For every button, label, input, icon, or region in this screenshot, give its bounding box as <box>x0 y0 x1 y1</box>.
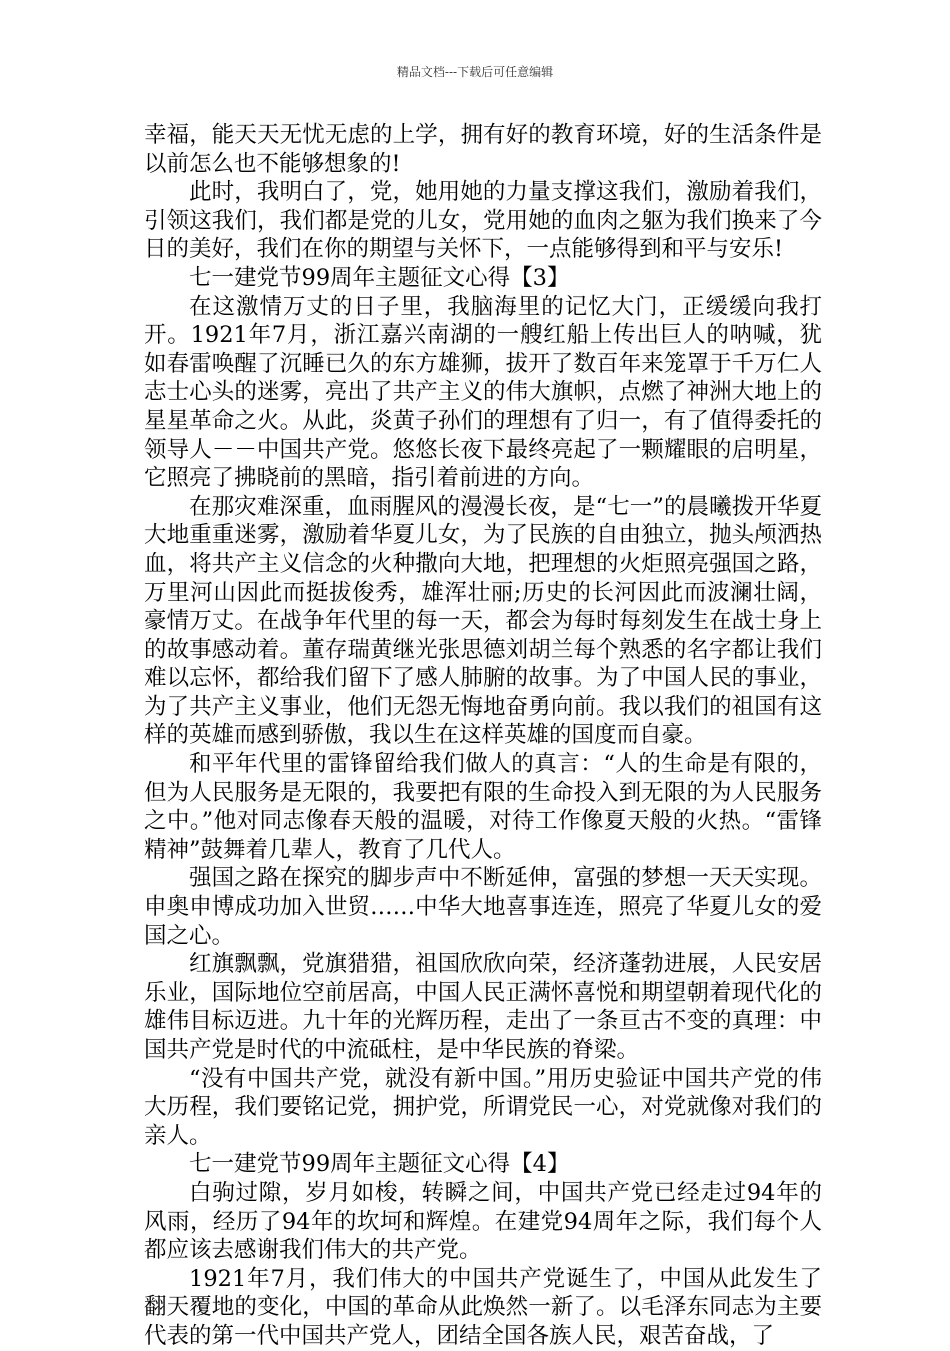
section-heading-4: 七一建党节99周年主题征文心得【4】 <box>189 1151 570 1178</box>
paragraph-8: “没有中国共产党，就没有新中国。”用历史验证中国共产党的伟大历程，我们要铭记党，拥护党，所谓党民一心，对党就像对我们的亲人。 <box>144 1065 822 1149</box>
paragraph-7: 红旗飘飘，党旗猎猎，祖国欣欣向荣，经济蓬勃进展，人民安居乐业，国际地位空前居高，中国人民正满怀喜悦和期望朝着现代化的雄伟目标迈进。九十年的光辉历程，走出了一条亘古不变的真理：中国共产党是时代的中流砥柱，是中华民族的脊梁。 <box>144 951 822 1063</box>
section-heading-3: 七一建党节99周年主题征文心得【3】 <box>189 264 570 291</box>
paragraph-10: 1921年7月，我们伟大的中国共产党诞生了，中国从此发生了翻天覆地的变化，中国的革命从此焕然一新了。以毛泽东同志为主要代表的第一代中国共产党人，团结全国各族人民，艰苦奋战，了 <box>144 1265 822 1349</box>
paragraph-5: 和平年代里的雷锋留给我们做人的真言：“人的生命是有限的，但为人民服务是无限的，我要把有限的生命投入到无限的为人民服务之中。”他对同志像春天般的温暖，对待工作像夏天般的火热。“雷锋精神”鼓舞着几辈人，教育了几代人。 <box>144 751 822 863</box>
paragraph-2: 此时，我明白了，党，她用她的力量支撑这我们，激励着我们，引领这我们，我们都是党的儿女，党用她的血肉之躯为我们换来了今日的美好，我们在你的期望与关怀下，一点能够得到和平与安乐! <box>144 179 822 263</box>
document-body <box>144 121 822 1351</box>
paragraph-6: 强国之路在探究的脚步声中不断延伸，富强的梦想一天天实现。申奥申博成功加入世贸……中华大地喜事连连，照亮了华夏儿女的爱国之心。 <box>144 865 822 949</box>
paragraph-1: 幸福，能天天无忧无虑的上学，拥有好的教育环境，好的生活条件是以前怎么也不能够想象的! <box>144 122 822 177</box>
page-header: 精品文档---下载后可任意编辑 <box>396 65 554 79</box>
paragraph-3: 在这激情万丈的日子里，我脑海里的记忆大门，正缓缓向我打开。1921年7月，浙江嘉兴南湖的一艘红船上传出巨人的呐喊，犹如春雷唤醒了沉睡已久的东方雄狮，拔开了数百年来笼罩于千万仁人志士心头的迷雾，亮出了共产主义的伟大旗帜，点燃了神洲大地上的星星革命之火。从此，炎黄子孙们的理想有了归一，有了值得委托的领导人－－中国共产党。悠悠长夜下最终亮起了一颗耀眼的启明星，它照亮了拂晓前的黑暗，指引着前进的方向。 <box>144 293 822 492</box>
paragraph-4: 在那灾难深重，血雨腥风的漫漫长夜，是“七一”的晨曦拨开华夏大地重重迷雾，激励着华夏儿女，为了民族的自由独立，抛头颅洒热血，将共产主义信念的火种撒向大地，把理想的火炬照亮强国之路，万里河山因此而挺拔俊秀，雄浑壮丽;历史的长河因此而波澜壮阔，豪情万丈。在战争年代里的每一天，都会为每时每刻发生在战士身上的故事感动着。董存瑞黄继光张思德刘胡兰每个熟悉的名字都让我们难以忘怀，都给我们留下了感人肺腑的故事。为了中国人民的事业，为了共产主义事业，他们无怨无悔地奋勇向前。我以我们的祖国有这样的英雄而感到骄傲，我以生在这样英雄的国度而自豪。 <box>144 493 822 749</box>
paragraph-9: 白驹过隙，岁月如梭，转瞬之间，中国共产党已经走过94年的风雨，经历了94年的坎坷和辉煌。在建党94周年之际，我们每个人都应该去感谢我们伟大的共产党。 <box>144 1179 822 1264</box>
